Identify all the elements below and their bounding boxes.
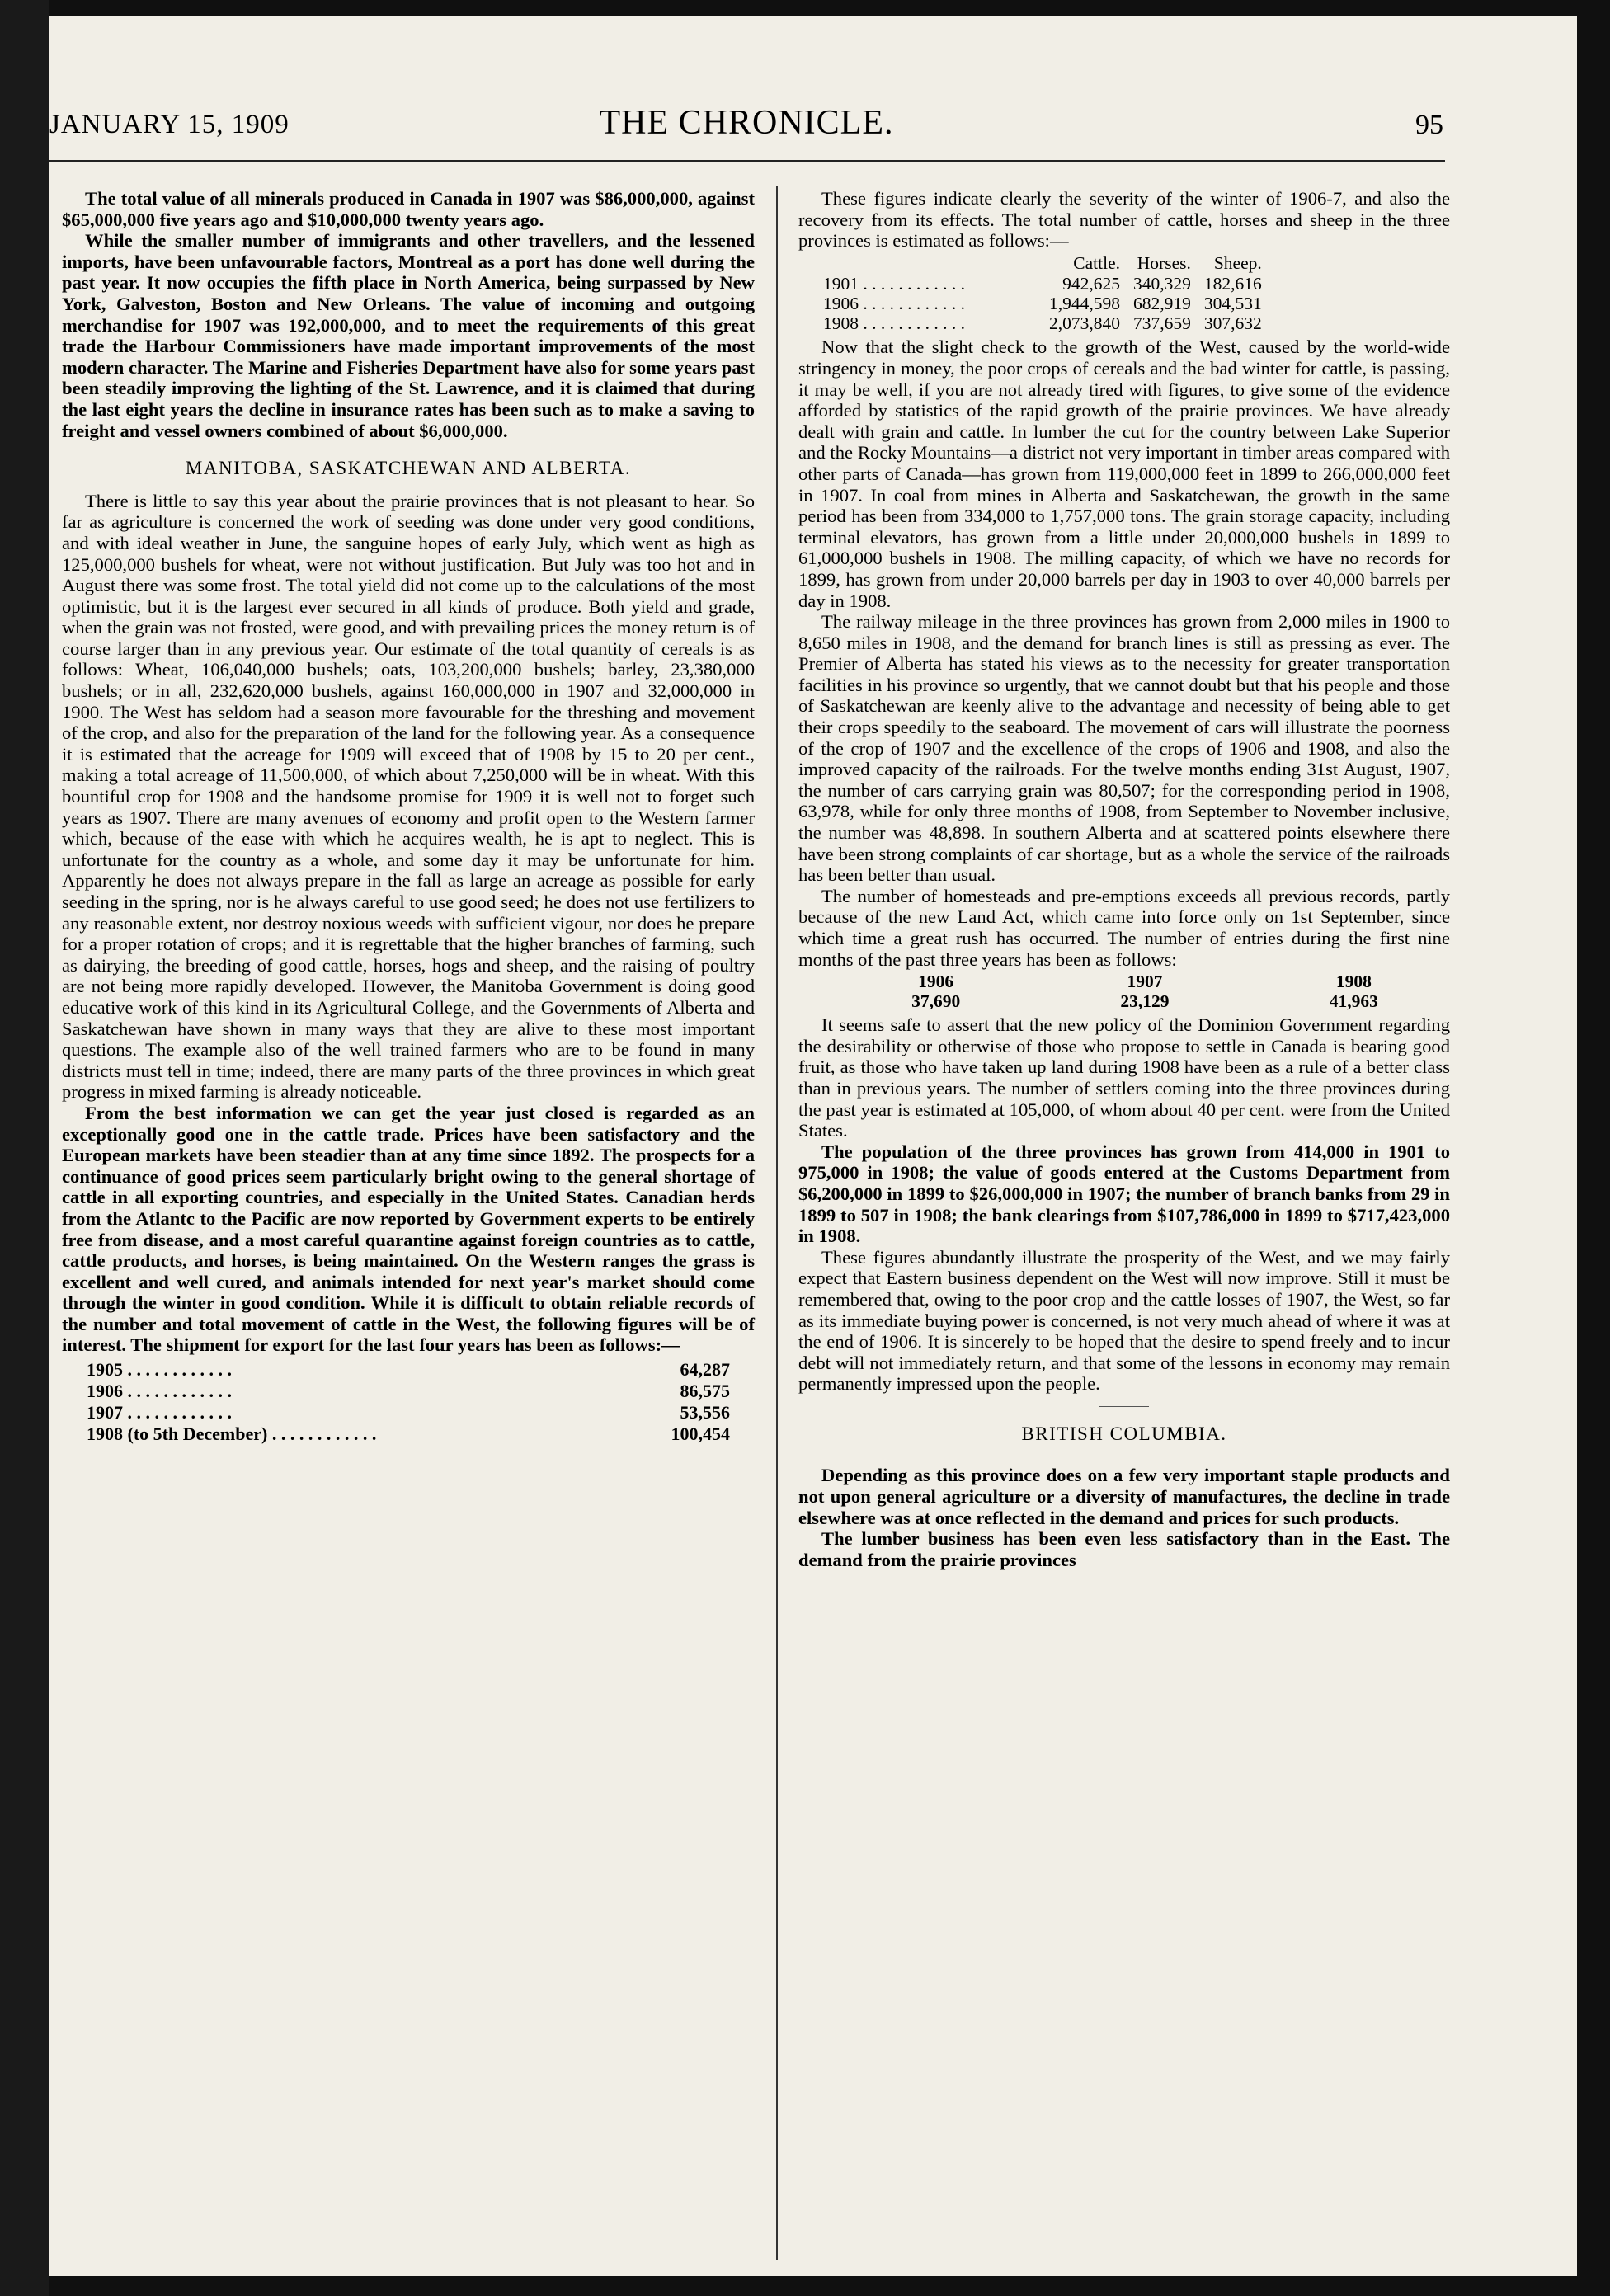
right-column [798, 188, 1450, 1570]
livestock-row [823, 274, 1269, 294]
growth-statistics-paragraph: Now that the slight check to the growth of the West, caused by the world-wide stringency in money, the poor crops of cereals and the bad winter for cattle, is passing, it may be well, if you are not already tired with figures, to give some of the evidence afforded by statistics of the rapid growth of the prairie provinces. We have already dealt with grain and cattle. In lumber the cut for the country between Lake Superior and the Rocky Mountains—a district not very important in timber areas compared with other parts of Canada—has grown from 119,000,000 feet in 1899 to 266,000,000 feet in 1907. In coal from mines in Alberta and Saskatchewan, the growth in the same period has been from 334,000 to 1,757,000 tons. The grain storage capacity, including terminal elevators, has grown from a little under 20,000,000 bushels in 1899 to 61,000,000 bushels in 1908. The milling capacity, of which we have no records for 1899, has grown from under 20,000 barrels per day in 1903 to over 40,000 barrels per day in 1908. [798, 336, 1450, 611]
montreal-port-paragraph: While the smaller number of immigrants and other travellers, and the lessened imports, have been unfavourable factors, Montreal as a port has done well during the past year. It now occupies the fifth place in North America, being surpassed by New York, Galveston, Boston and New Orleans. The value of incoming and outgoing merchandise for 1907 was 192,000,000, and to meet the requirements of this great trade the Harbour Commissioners have made important improvements of the most modern character. The Marine and Fisheries Department have also for some years past been steadily improving the lighting of the St. Lawrence, and it is claimed that during the last eight years the decline in insurance rates has been such as to make a saving to freight and vessel owners combined of about $6,000,000. [62, 230, 755, 441]
livestock-sheep: 304,531 [1203, 294, 1262, 314]
col-header-sheep: Sheep. [1213, 252, 1262, 273]
left-column [62, 188, 755, 1445]
livestock-cattle: 1,944,598 [1049, 294, 1120, 314]
export-year: 1907 . . . . . . . . . . . . [87, 1402, 232, 1423]
export-value: 64,287 [680, 1359, 730, 1381]
lumber-paragraph: The lumber business has been even less satisfactory than in the East. The demand from the prairie provinces [798, 1528, 1450, 1570]
page-number: 95 [1415, 110, 1443, 140]
homestead-year: 1907 [1127, 972, 1163, 992]
cattle-export-table [87, 1359, 730, 1445]
livestock-row [823, 294, 1269, 313]
export-row [87, 1402, 730, 1423]
header-rule [49, 160, 1445, 162]
livestock-cattle: 2,073,840 [1049, 313, 1120, 334]
railway-mileage-paragraph: The railway mileage in the three provinces has grown from 2,000 miles in 1900 to 8,650 miles in 1908, and the demand for branch lines is still as pressing as ever. The Premier of Alberta has stated his views as to the necessity for greater transportation facilities in his province so urgently, that we cannot doubt but that his people and those of Saskatchewan are keenly alive to the advantage and necessity of being able to get their crops speedily to the seaboard. The movement of cars will illustrate the poorness of the crop of 1907 and the excellence of the crops of 1906 and 1908, and also the improved capacity of the railroads. For the twelve months ending 31st August, 1907, the number of cars carrying grain was 80,507; for the corresponding period in 1908, 63,978, while for only three months of 1908, from September to November inclusive, the number was 48,898. In southern Alberta and at scattered points elsewhere there have been strong complaints of car shortage, but as a whole the service of the railroads has been better than usual. [798, 611, 1450, 886]
livestock-cattle: 942,625 [1062, 274, 1120, 294]
export-year: 1908 (to 5th December) . . . . . . . . . . . . [87, 1423, 377, 1445]
export-row [87, 1359, 730, 1381]
homestead-value: 23,129 [1120, 991, 1170, 1012]
population-paragraph: The population of the three provinces has grown from 414,000 in 1901 to 975,000 in 1908; the value of goods entered at the Customs Department from $6,200,000 in 1899 to $26,000,000 in 1907; the number of branch banks from 29 in 1899 to 507 in 1908; the bank clearings from $107,786,000 in 1899 to $717,423,000 in 1908. [798, 1141, 1450, 1247]
prosperity-paragraph: These figures abundantly illustrate the prosperity of the West, and we may fairly expect that Eastern business dependent on the West will now improve. Still it must be remembered that, owing to the poor crop and the cattle losses of 1907, the West, so far as its immediate buying power is concerned, is not very much ahead of where it was at the end of 1906. It is sincerely to be hoped that the desire to spend freely and to incur debt will not immediately return, and that some of the lessons in economy may remain permanently impressed upon the people. [798, 1246, 1450, 1395]
export-value: 100,454 [671, 1423, 730, 1445]
homestead-value: 41,963 [1329, 991, 1378, 1012]
minerals-paragraph: The total value of all minerals produced in Canada in 1907 was $86,000,000, against $65,000,000 five years ago and $10,000,000 twenty years ago. [62, 188, 755, 230]
section-heading-prairies: MANITOBA, SASKATCHEWAN AND ALBERTA. [185, 458, 632, 479]
homestead-table [831, 972, 1458, 1011]
col-header-cattle: Cattle. [1073, 252, 1120, 273]
livestock-table [823, 253, 1269, 334]
bc-staples-paragraph: Depending as this province does on a few very important staple products and not upon general agriculture or a diversity of manufactures, the decline in trade elsewhere was at once reflected in the demand and prices for such products. [798, 1465, 1450, 1528]
livestock-row [823, 313, 1269, 333]
homestead-year: 1908 [1335, 972, 1372, 992]
section-rule [1099, 1406, 1149, 1407]
export-value: 86,575 [680, 1381, 730, 1402]
settlement-policy-paragraph: It seems safe to assert that the new policy of the Dominion Government regarding the desirability or otherwise of those who propose to settle in Canada is bearing good fruit, as those who have taken up land during 1908 have been as a rule of a better class than in previous years. The number of settlers coming into the three provinces during the past year is estimated at 105,000, of whom about 40 per cent. were from the United States. [798, 1014, 1450, 1141]
scan-edge [0, 0, 49, 2296]
column-divider [776, 186, 778, 2260]
livestock-sheep: 307,632 [1203, 313, 1262, 334]
issue-date: JANUARY 15, 1909 [49, 110, 290, 139]
livestock-sheep: 182,616 [1203, 274, 1262, 294]
export-row [87, 1423, 730, 1445]
export-value: 53,556 [680, 1402, 730, 1423]
homestead-year: 1906 [918, 972, 954, 992]
livestock-year: 1906 . . . . . . . . . . . . [823, 294, 965, 314]
homesteads-paragraph: The number of homesteads and pre-emptions exceeds all previous records, partly because of the new Land Act, which came into force only on 1st September, since which time a great rush has occurred. The number of entries during the first nine months of the past three years has been as follows: [798, 885, 1450, 970]
export-year: 1905 . . . . . . . . . . . . [87, 1359, 232, 1381]
livestock-horses: 737,659 [1133, 313, 1191, 334]
winter-severity-paragraph: These figures indicate clearly the severity of the winter of 1906-7, and also the recovery from its effects. The total number of cattle, horses and sheep in the three provinces is estimated as follows:— [798, 188, 1450, 252]
livestock-year: 1908 . . . . . . . . . . . . [823, 313, 965, 334]
export-year: 1906 . . . . . . . . . . . . [87, 1381, 232, 1402]
export-row [87, 1381, 730, 1402]
prairie-agriculture-paragraph: There is little to say this year about the prairie provinces that is not pleasant to hear. So far as agriculture is concerned the work of seeding was done under very good conditions, and with ideal weather in June, the sanguine hopes of early July, which went as high as 125,000,000 bushels for wheat, were not without justification. But July was too hot and in August there was some frost. The total yield did not come up to the calculations of the most optimistic, but it is the largest ever secured in all kinds of produce. Both yield and grade, when the grain was not frosted, were good, and with prevailing prices the money return is of course larger than in any previous year. Our estimate of the total quantity of cereals is as follows: Wheat, 106,040,000 bushels; oats, 103,200,000 bushels; barley, 23,380,000 bushels; or in all, 232,620,000 bushels, against 160,000,000 in 1907 and 32,000,000 in 1900. The West has seldom had a season more favourable for the threshing and movement of the crop, and also for the preparation of the land for the following year. As a consequence it is estimated that the acreage for 1909 will exceed that of 1908 by 15 to 20 per cent., making a total acreage of 11,500,000, of which about 7,250,000 will be in wheat. With this bountiful crop for 1908 and the handsome promise for 1909 it is well not to forget such years as 1907. There are many avenues of economy and profit open to the Western farmer which, because of the ease with which he acquires wealth, he is apt to neglect. This is unfortunate for the country as a whole, and some day it may be unfortunate for him. Apparently he does not always prepare in the fall as large an acreage as possible for early seeding in the spring, nor is he always careful to use good seed; he does not use fertilizers to any reasonable extent, nor destroy noxious weeds with sufficient vigour, nor does he prepare for a proper rotation of crops; and it is regrettable that the higher branches of farming, such as dairying, the breeding of good cattle, horses, hogs and sheep, and the raising of poultry are not being more rapidly developed. However, the Manitoba Government is doing good educative work of this kind in its Agricultural College, and the Governments of Alberta and Saskatchewan have shown in many ways that they are alive to these most important questions. The example also of the well trained farmers who are to be found in many districts must tell in time; indeed, there are many parts of the three provinces in which great progress in mixed farming is already noticeable. [62, 490, 755, 1103]
livestock-horses: 340,329 [1133, 274, 1191, 294]
col-header-horses: Horses. [1137, 252, 1191, 273]
page-header [49, 95, 1443, 153]
homestead-value: 37,690 [911, 991, 961, 1012]
livestock-horses: 682,919 [1133, 294, 1191, 314]
publication-title: THE CHRONICLE. [599, 104, 894, 142]
section-heading-bc: BRITISH COLUMBIA. [1021, 1423, 1227, 1444]
livestock-year: 1901 . . . . . . . . . . . . [823, 274, 965, 294]
cattle-trade-paragraph: From the best information we can get the year just closed is regarded as an exceptionally good one in the cattle trade. Prices have been satisfactory and the European markets have been steadier than at any time since 1892. The prospects for a continuance of good prices seem particularly bright owing to the general shortage of cattle in all exporting countries, and especially in the United States. Canadian herds from the Atlantc to the Pacific are now reported by Government experts to be entirely free from disease, and a most careful quarantine against foreign countries as to cattle, cattle products, and horses, is being maintained. On the Western ranges the grass is excellent and well cured, and animals intended for next year's market should come through the winter in good condition. While it is difficult to obtain reliable records of the number and total movement of cattle in the West, the following figures will be of interest. The shipment for export for the last four years has been as follows:— [62, 1102, 755, 1356]
